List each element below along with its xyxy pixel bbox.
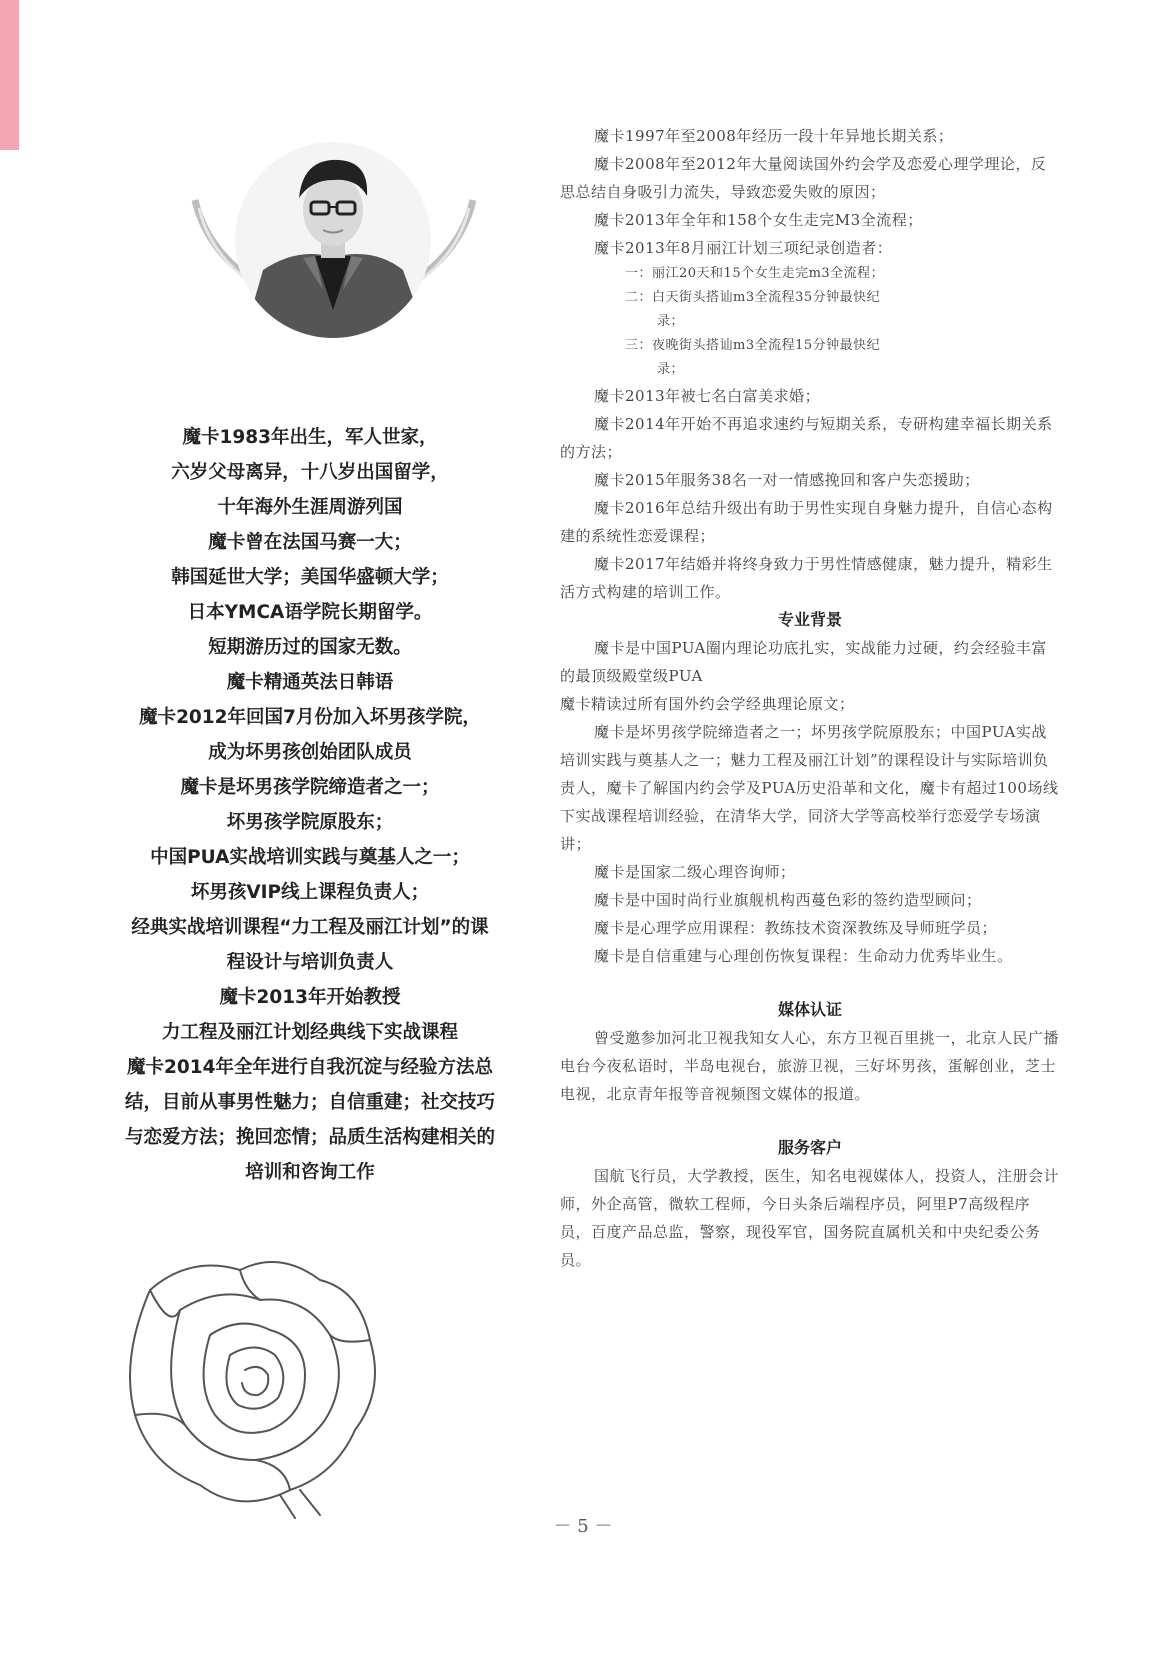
biography-list (90, 420, 530, 1190)
portrait-photo (233, 140, 433, 340)
timeline-paragraph: 魔卡2013年8月丽江计划三项纪录创造者： (594, 239, 893, 257)
background-paragraph: 魔卡是中国时尚行业旗舰机构西蔓色彩的签约造型顾问； (594, 891, 982, 909)
bio-line: 十年海外生涯周游列国 (217, 497, 403, 518)
bio-line: 魔卡精通英法日韩语 (226, 672, 394, 693)
background-paragraph: 魔卡精读过所有国外约会学经典理论原文； (560, 695, 855, 713)
pink-edge-bar (0, 0, 19, 150)
section-heading-media: 媒体认证 (777, 1000, 842, 1019)
portrait-section (185, 140, 485, 340)
timeline-paragraph: 魔卡2013年全年和158个女生走完M3全流程； (594, 211, 923, 229)
timeline-paragraph: 魔卡1997年至2008年经历一段十年异地长期关系； (594, 127, 954, 145)
background-paragraph: 魔卡是心理学应用课程：教练技术资深教练及导师班学员； (594, 919, 998, 937)
bio-line: 短期游历过的国家无数。 (208, 637, 412, 658)
bio-line: 六岁父母离异，十八岁出国留学， (171, 462, 449, 483)
record-text: 录； (657, 314, 685, 329)
timeline-paragraph: 魔卡2008年至2012年大量阅读国外约会学及恋爱心理学理论，反思总结自身吸引力流失，导致恋爱失败的原因； (560, 155, 1047, 201)
bio-line: 魔卡曾在法国马赛一大； (208, 532, 412, 553)
bio-line: 韩国延世大学；美国华盛顿大学； (171, 567, 449, 588)
bio-line: 成为坏男孩创始团队成员 (208, 742, 412, 763)
bio-line: 经典实战培训课程“力工程及丽江计划”的课 (131, 917, 489, 938)
background-paragraph: 魔卡是坏男孩学院缔造者之一；坏男孩学院原股东；中国PUA实战培训实践与奠基人之一；魅力工程及丽江计划”的课程设计与实际培训负责人，魔卡了解国内约会学及PUA历史沿革和文化，魔卡有超过100场线下实战课程培训经验，在清华大学，同济大学等高校举行恋爱学专场演讲； (560, 723, 1059, 853)
right-column (560, 122, 1060, 1274)
bio-line: 力工程及丽江计划经典线下实战课程 (161, 1022, 458, 1043)
timeline-paragraph: 魔卡2013年被七名白富美求婚； (594, 387, 821, 405)
section-heading-clients: 服务客户 (777, 1138, 842, 1157)
bio-line: 结，目前从事男性魅力；自信重建；社交技巧 (124, 1092, 495, 1113)
section-heading-background: 专业背景 (777, 610, 842, 629)
media-paragraph: 曾受邀参加河北卫视我知女人心，东方卫视百里挑一，北京人民广播电台今夜私语时，半岛电视台，旅游卫视，三好坏男孩，蛋解创业，芝士电视，北京青年报等音视频图文媒体的报道。 (560, 1029, 1060, 1103)
timeline-paragraph: 魔卡2015年服务38名一对一情感挽回和客户失恋援助； (594, 471, 980, 489)
record-item (625, 286, 1060, 334)
bio-line: 坏男孩学院原股东； (226, 812, 394, 833)
clients-paragraph: 国航飞行员，大学教授，医生，知名电视媒体人，投资人，注册会计师，外企高管，微软工程师，今日头条后端程序员，阿里P7高级程序员，百度产品总监，警察，现役军官，国务院直属机关和中央纪委公务员。 (560, 1167, 1060, 1269)
bio-line: 中国PUA实战培训实践与奠基人之一； (150, 847, 470, 868)
record-item (625, 334, 1060, 382)
record-text: 录； (657, 362, 685, 377)
record-text: 三：夜晚街头搭讪m3全流程15分钟最快纪 (625, 338, 881, 353)
background-paragraph: 魔卡是国家二级心理咨询师； (594, 863, 796, 881)
record-item (625, 262, 1060, 286)
bio-line: 日本YMCA语学院长期留学。 (187, 602, 433, 623)
record-text: 二：白天街头搭讪m3全流程35分钟最快纪 (625, 290, 881, 305)
bio-line: 与恋爱方法；挽回恋情；品质生活构建相关的 (124, 1127, 495, 1148)
timeline-paragraph: 魔卡2016年总结升级出有助于男性实现自身魅力提升，自信心态构建的系统性恋爱课程； (560, 499, 1053, 545)
timeline-paragraph: 魔卡2014年开始不再追求速约与短期关系，专研构建幸福长期关系的方法； (560, 415, 1053, 461)
bio-line: 培训和咨询工作 (245, 1162, 375, 1183)
bio-line: 程设计与培训负责人 (226, 952, 394, 973)
bio-line: 坏男孩VIP线上课程负责人； (190, 882, 430, 903)
bio-line: 魔卡是坏男孩学院缔造者之一； (180, 777, 440, 798)
page-number: － 5 － (553, 1516, 613, 1537)
background-paragraph: 魔卡是中国PUA圈内理论功底扎实，实战能力过硬，约会经验丰富的最顶级殿堂级PUA (560, 639, 1047, 685)
bio-line: 魔卡2013年开始教授 (219, 987, 401, 1008)
record-text: 一：丽江20天和15个女生走完m3全流程； (625, 266, 885, 281)
background-paragraph: 魔卡是自信重建与心理创伤恢复课程：生命动力优秀毕业生。 (594, 947, 1013, 965)
rose-illustration (120, 1250, 390, 1520)
timeline-paragraph: 魔卡2017年结婚并将终身致力于男性情感健康，魅力提升，精彩生活方式构建的培训工作。 (560, 555, 1053, 601)
bio-line: 魔卡2014年全年进行自我沉淀与经验方法总 (127, 1057, 493, 1078)
bio-line: 魔卡2012年回国7月份加入坏男孩学院， (139, 707, 481, 728)
bio-line: 魔卡1983年出生，军人世家， (182, 427, 438, 448)
